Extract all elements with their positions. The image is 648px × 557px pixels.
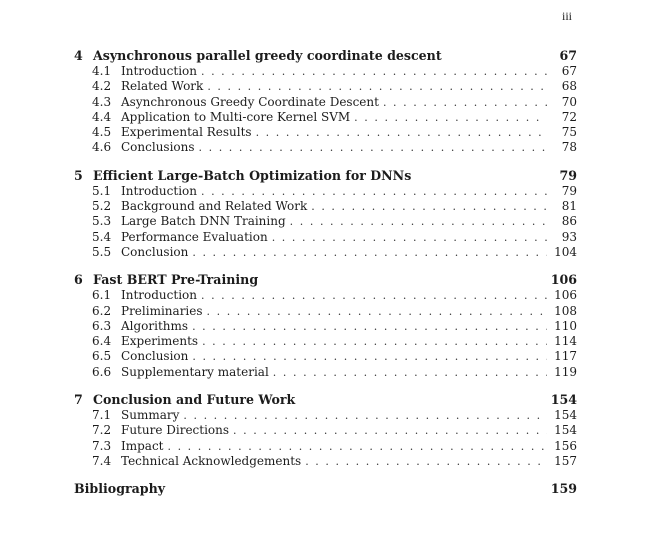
section-number: 6.3 [92, 318, 112, 333]
section-page: 117 [554, 349, 577, 364]
toc-chapter [74, 48, 577, 156]
chapter-heading[interactable] [74, 48, 577, 64]
chapter-heading[interactable] [74, 392, 577, 408]
toc-section-entry[interactable] [74, 319, 577, 334]
toc-section-entry[interactable] [74, 439, 577, 454]
page-number: iii [562, 9, 573, 23]
section-title: Related Work [121, 79, 204, 94]
dot-leader [192, 350, 547, 363]
chapter-heading[interactable] [74, 272, 577, 288]
dot-leader [207, 305, 547, 318]
toc-section-entry[interactable] [74, 408, 577, 423]
chapter-number: 4 [74, 48, 83, 63]
section-page: 106 [554, 288, 577, 303]
section-page: 67 [561, 64, 577, 78]
section-page: 157 [554, 453, 577, 468]
chapter-number: 7 [74, 392, 83, 408]
section-title: Preliminaries [121, 303, 203, 318]
section-page: 154 [554, 408, 577, 423]
section-page: 93 [561, 229, 577, 244]
dot-leader [256, 126, 547, 139]
section-page: 70 [561, 94, 577, 109]
dot-leader [272, 231, 547, 244]
section-number: 5.1 [92, 183, 112, 198]
section-title: Application to Multi-core Kernel SVM [121, 109, 351, 124]
toc-section-entry[interactable] [74, 140, 577, 155]
section-number: 5.3 [92, 214, 112, 229]
section-title: Introduction [121, 183, 197, 198]
section-number: 4.6 [92, 140, 112, 155]
section-title: Conclusions [121, 140, 195, 155]
toc-section-entry[interactable] [74, 245, 577, 260]
toc-chapter [74, 272, 577, 380]
section-number: 7.3 [92, 438, 112, 453]
section-number: 4.2 [92, 79, 112, 94]
bibliography-entry[interactable] [74, 481, 577, 497]
dot-leader [168, 440, 548, 453]
section-number: 6.4 [92, 334, 112, 349]
section-title: Introduction [121, 288, 197, 303]
section-title: Summary [121, 408, 180, 423]
chapter-title: Asynchronous parallel greedy coordinate descent [93, 48, 442, 63]
section-number: 7.1 [92, 408, 112, 423]
table-of-contents [74, 48, 577, 497]
section-number: 7.4 [92, 453, 112, 468]
section-number: 6.6 [92, 364, 112, 379]
toc-section-entry[interactable] [74, 365, 577, 380]
toc-section-entry[interactable] [74, 349, 577, 364]
section-page: 78 [561, 140, 577, 155]
chapter-title: Efficient Large-Batch Optimization for DNNs [93, 167, 412, 183]
chapter-number: 5 [74, 167, 83, 183]
chapter-page: 154 [550, 392, 577, 408]
section-number: 6.2 [92, 303, 112, 318]
section-title: Impact [121, 438, 164, 453]
dot-leader [311, 200, 547, 213]
section-number: 5.2 [92, 199, 112, 214]
section-title: Experimental Results [121, 125, 252, 140]
section-title: Supplementary material [121, 364, 269, 379]
section-title: Performance Evaluation [121, 229, 268, 244]
section-number: 4.5 [92, 125, 112, 140]
section-title: Conclusion [121, 349, 189, 364]
section-list [74, 64, 577, 156]
section-number: 4.1 [92, 64, 112, 78]
section-number: 4.4 [92, 109, 112, 124]
section-list [74, 184, 577, 260]
toc-section-entry[interactable] [74, 334, 577, 349]
section-page: 81 [561, 199, 577, 214]
dot-leader [192, 320, 547, 333]
section-page: 119 [554, 364, 577, 379]
section-page: 154 [554, 423, 577, 438]
toc-section-entry[interactable] [74, 125, 577, 140]
toc-section-entry[interactable] [74, 454, 577, 469]
section-page: 156 [554, 438, 577, 453]
chapter-page: 67 [559, 48, 577, 63]
section-title: Background and Related Work [121, 199, 308, 214]
dot-leader [199, 141, 547, 154]
section-list [74, 408, 577, 469]
toc-section-entry[interactable] [74, 184, 577, 199]
chapter-title: Fast BERT Pre-Training [93, 272, 259, 288]
section-title: Algorithms [121, 318, 189, 333]
dot-leader [201, 185, 547, 198]
section-number: 7.2 [92, 423, 112, 438]
bibliography-page: 159 [550, 481, 577, 497]
dot-leader [233, 424, 547, 437]
dot-leader [354, 111, 547, 124]
section-title: Asynchronous Greedy Coordinate Descent [121, 94, 379, 109]
section-page: 104 [554, 244, 577, 259]
dot-leader [202, 335, 547, 348]
chapter-heading[interactable] [74, 168, 577, 184]
dot-leader [201, 289, 547, 302]
toc-section-entry[interactable] [74, 95, 577, 110]
section-title: Large Batch DNN Training [121, 214, 286, 229]
section-number: 5.4 [92, 229, 112, 244]
section-page: 110 [554, 318, 577, 333]
toc-section-entry[interactable] [74, 199, 577, 214]
bibliography-title: Bibliography [74, 481, 166, 497]
chapter-title: Conclusion and Future Work [93, 392, 296, 408]
section-page: 72 [561, 109, 577, 124]
section-title: Introduction [121, 64, 197, 78]
toc-chapter [74, 392, 577, 469]
section-number: 6.1 [92, 288, 112, 303]
section-page: 75 [561, 125, 577, 140]
toc-section-entry[interactable] [74, 214, 577, 229]
toc-section-entry[interactable] [74, 64, 577, 79]
dot-leader [192, 246, 547, 259]
section-number: 6.5 [92, 349, 112, 364]
chapter-number: 6 [74, 272, 83, 288]
section-page: 86 [561, 214, 577, 229]
dot-leader [201, 65, 547, 78]
section-number: 4.3 [92, 94, 112, 109]
dot-leader [273, 366, 547, 379]
dot-leader [305, 455, 547, 468]
toc-section-entry[interactable] [74, 79, 577, 94]
toc-section-entry[interactable] [74, 288, 577, 303]
section-page: 68 [561, 79, 577, 94]
chapter-page: 79 [559, 167, 577, 183]
section-title: Future Directions [121, 423, 230, 438]
section-page: 114 [554, 334, 577, 349]
section-title: Conclusion [121, 244, 189, 259]
section-list [74, 288, 577, 380]
section-page: 108 [554, 303, 577, 318]
toc-section-entry[interactable] [74, 304, 577, 319]
section-title: Experiments [121, 334, 199, 349]
section-title: Technical Acknowledgements [121, 453, 302, 468]
section-page: 79 [561, 183, 577, 198]
toc-section-entry[interactable] [74, 230, 577, 245]
dot-leader [383, 96, 547, 109]
toc-chapter [74, 168, 577, 260]
section-number: 5.5 [92, 244, 112, 259]
toc-section-entry[interactable] [74, 423, 577, 438]
toc-section-entry[interactable] [74, 110, 577, 125]
dot-leader [183, 409, 547, 422]
dot-leader [290, 215, 547, 228]
chapter-page: 106 [550, 272, 577, 288]
dot-leader [207, 80, 547, 93]
